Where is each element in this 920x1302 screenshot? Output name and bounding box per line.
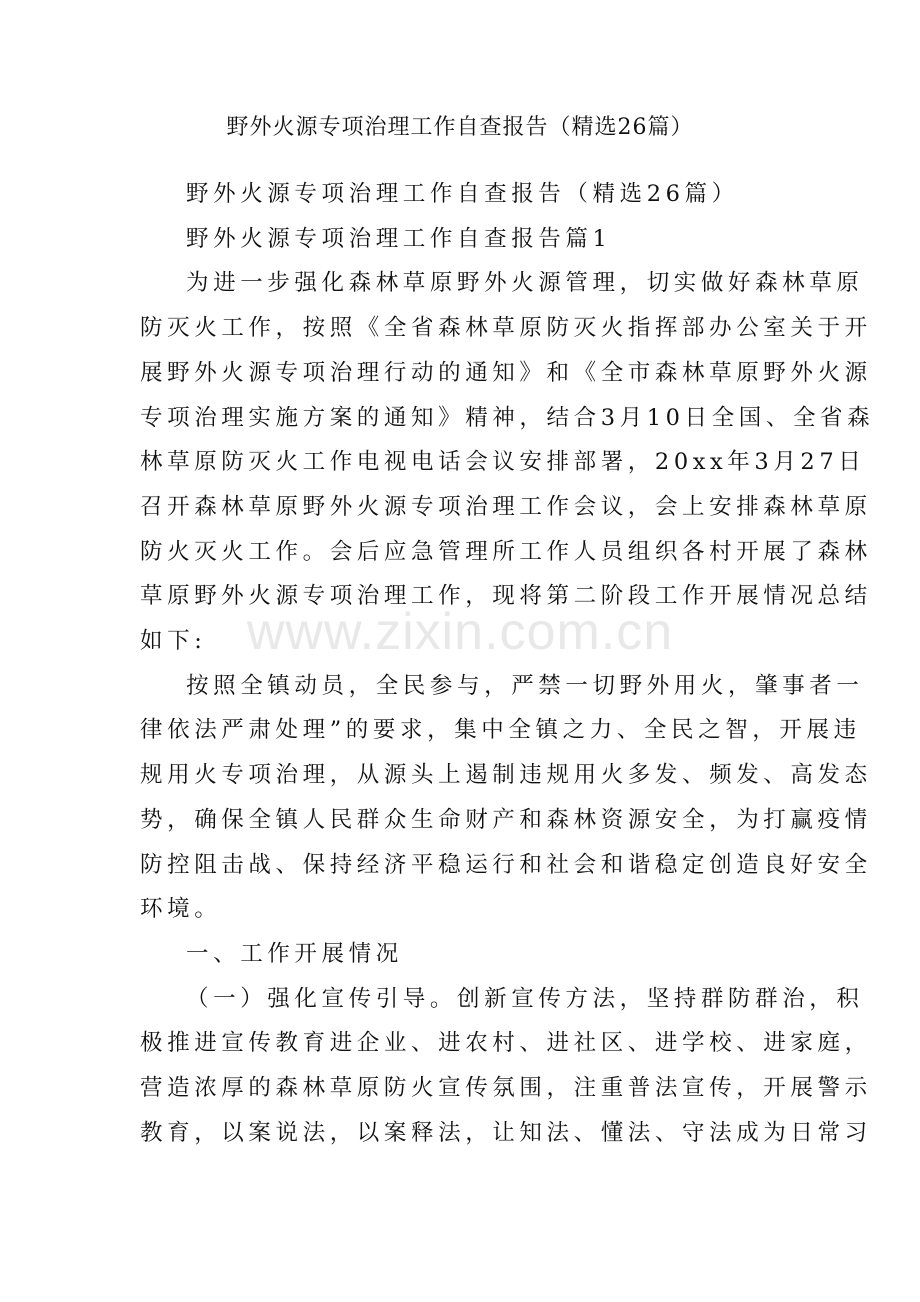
paragraph-line: 防火灭火工作。会后应急管理所工作人员组织各村开展了森林 — [140, 538, 872, 565]
paragraph-line: 规用火专项治理，从源头上遏制违规用火多发、频发、高发态 — [140, 762, 872, 789]
document-body — [140, 172, 875, 1155]
paragraph-line: 防灭火工作，按照《全省森林草原防灭火指挥部办公室关于开 — [140, 315, 872, 342]
document-title: 野外火源专项治理工作自查报告（精选26篇） — [226, 115, 694, 140]
paragraph-line: 专项治理实施方案的通知》精神，结合3月10日全国、全省森 — [140, 404, 875, 431]
paragraph-1 — [140, 261, 875, 663]
paragraph-line: 营造浓厚的森林草原防火宣传氛围，注重普法宣传，开展警示 — [140, 1075, 872, 1102]
paragraph-line: 环境。 — [140, 896, 222, 923]
document-subtitle: 野外火源专项治理工作自查报告（精选26篇） — [186, 181, 739, 207]
paragraph-3 — [140, 977, 872, 1156]
paragraph-line: 召开森林草原野外火源专项治理工作会议，会上安排森林草原 — [140, 493, 872, 520]
paragraph-line: 律依法严肃处理”的要求，集中全镇之力、全民之智，开展违 — [140, 717, 861, 744]
paragraph-line: 教育，以案说法，以案释法，让知法、懂法、守法成为日常习 — [140, 1119, 872, 1146]
paragraph-line: 防控阻击战、保持经济平稳运行和社会和谐稳定创造良好安全 — [140, 851, 872, 878]
section-heading: 一、工作开展情况 — [186, 940, 403, 967]
paragraph-line: （一）强化宣传引导。创新宣传方法，坚持群防群治，积 — [186, 985, 864, 1012]
paragraph-line: 按照全镇动员，全民参与，严禁一切野外用火，肇事者一 — [186, 672, 864, 699]
paragraph-line: 林草原防灭火工作电视电话会议安排部署，20xx年3月27日 — [140, 449, 866, 476]
paragraph-2 — [140, 664, 872, 932]
paragraph-line: 展野外火源专项治理行动的通知》和《全市森林草原野外火源 — [140, 359, 872, 386]
paragraph-line: 为进一步强化森林草原野外火源管理，切实做好森林草原 — [186, 270, 864, 297]
section-title: 野外火源专项治理工作自查报告篇1 — [186, 225, 612, 252]
paragraph-line: 势，确保全镇人民群众生命财产和森林资源安全，为打赢疫情 — [140, 806, 872, 833]
paragraph-line: 草原野外火源专项治理工作，现将第二阶段工作开展情况总结 — [140, 583, 872, 610]
paragraph-line: 极推进宣传教育进企业、进农村、进社区、进学校、进家庭， — [140, 1030, 872, 1057]
paragraph-line: 如下: — [140, 628, 207, 655]
watermark: www.zixin.com.cn — [246, 603, 674, 661]
